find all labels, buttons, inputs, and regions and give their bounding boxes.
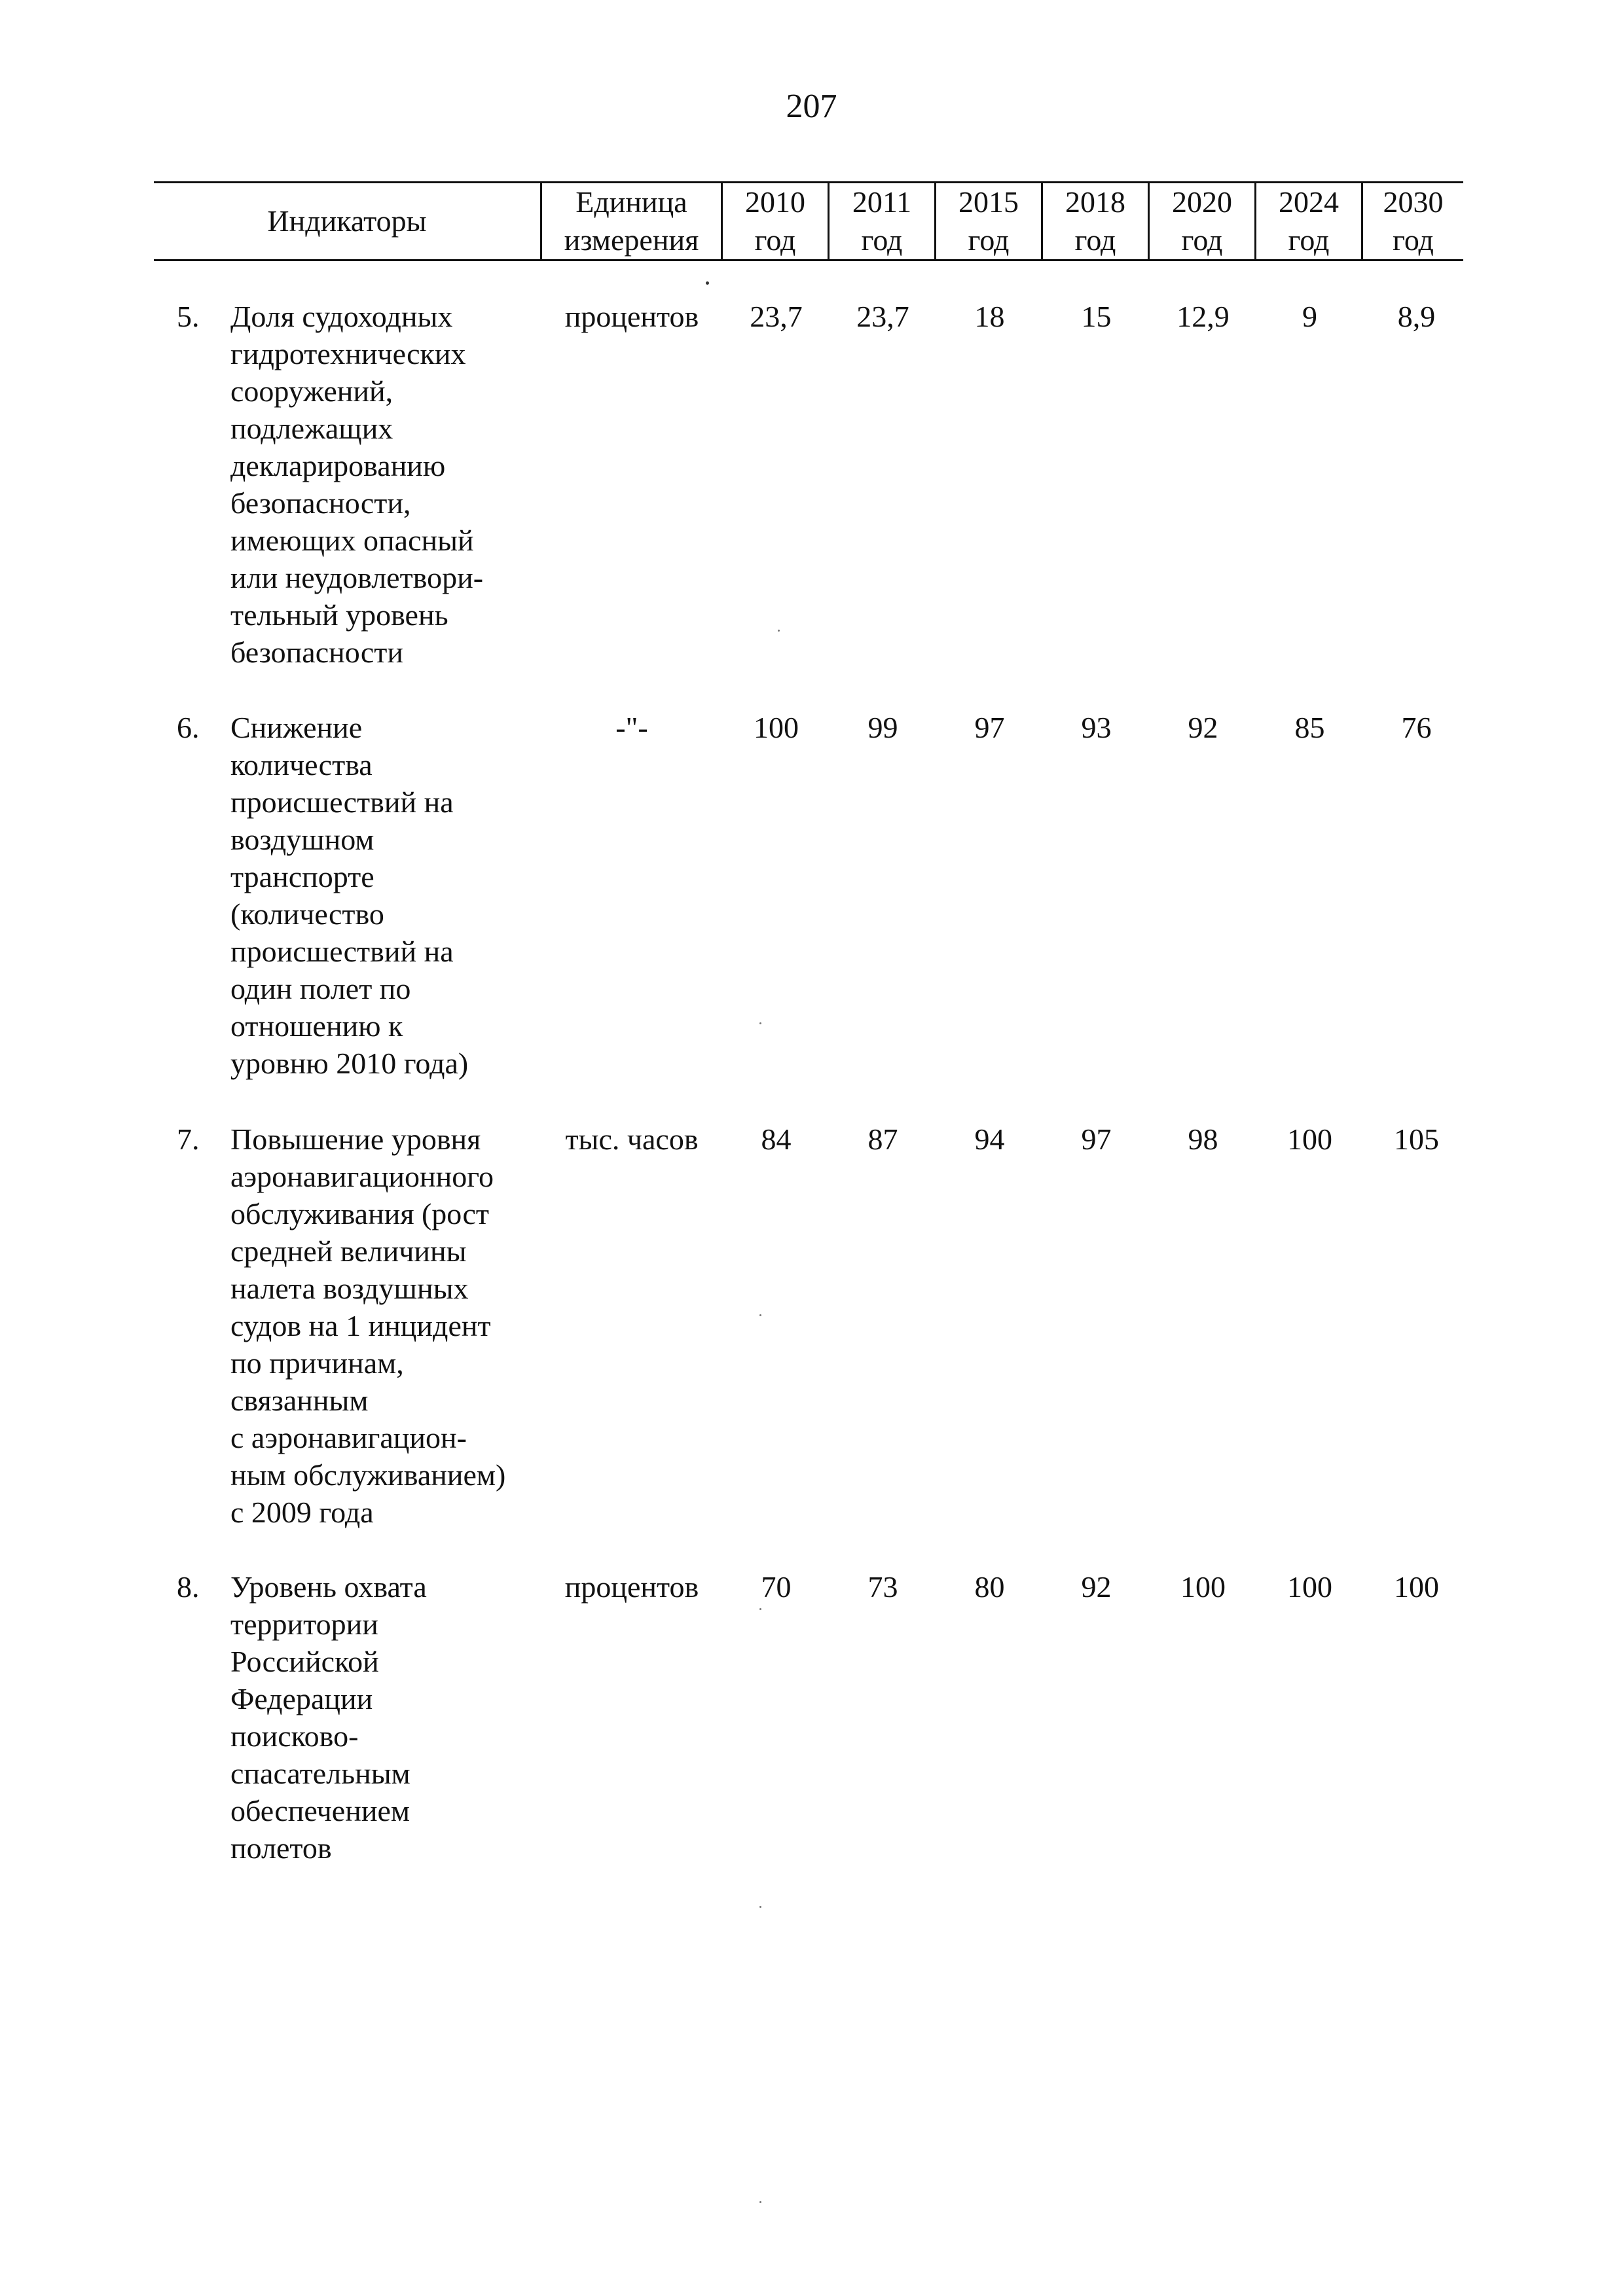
header-year-2030 <box>1363 183 1463 259</box>
row-value-2030: 105 <box>1394 1122 1439 1156</box>
row-value-2020: 12,9 <box>1176 300 1230 333</box>
header-year-2024 <box>1256 183 1361 259</box>
header-year-2011 <box>830 183 934 259</box>
row-description: Уровень охвата территории Российской Федерации поисково- спасательным обеспечением полетов <box>230 1570 427 1865</box>
row-value-2024: 100 <box>1287 1122 1332 1156</box>
row-value-2011: 99 <box>867 711 898 744</box>
table-row <box>0 298 1623 677</box>
header-year: 2015 <box>958 185 1019 219</box>
header-year-2018 <box>1043 183 1148 259</box>
row-value-2024: 85 <box>1294 711 1325 744</box>
header-unit-line2: измерения <box>564 223 699 257</box>
row-value-2010: 70 <box>761 1570 792 1604</box>
row-number: 5. <box>177 300 200 333</box>
row-value-2020: 100 <box>1180 1570 1226 1604</box>
header-year-suffix: год <box>1181 223 1223 257</box>
header-year: 2010 <box>745 185 805 219</box>
row-unit: процентов <box>564 300 699 333</box>
row-value-2015: 94 <box>974 1122 1005 1156</box>
header-year-suffix: год <box>968 223 1010 257</box>
row-value-2010: 100 <box>754 711 799 744</box>
row-description: Снижение количества происшествий на воздушном транспорте (количество происшествий на один полет по отношению к уровню 2010 года) <box>230 711 469 1080</box>
header-year-suffix: год <box>1288 223 1330 257</box>
scan-speck <box>759 1906 761 1908</box>
row-description: Доля судоходных гидротехнических сооружений, подлежащих декларированию безопасности, имеющих опасный или неудовлетвори- тельный уровень безопасности <box>230 300 484 669</box>
page-number: 207 <box>786 88 837 125</box>
header-year: 2018 <box>1065 185 1125 219</box>
table-row <box>0 709 1623 1088</box>
row-value-2030: 100 <box>1394 1570 1439 1604</box>
table-row <box>0 1121 1623 1539</box>
row-value-2015: 97 <box>974 711 1005 744</box>
row-value-2018: 97 <box>1081 1122 1112 1156</box>
row-value-2018: 93 <box>1081 711 1112 744</box>
header-year: 2020 <box>1172 185 1232 219</box>
scan-speck <box>759 1314 761 1316</box>
row-unit: тыс. часов <box>565 1122 699 1156</box>
header-unit-line1: Единица <box>575 185 687 219</box>
row-value-2015: 80 <box>974 1570 1005 1604</box>
row-number: 7. <box>177 1122 200 1156</box>
header-year: 2011 <box>852 185 912 219</box>
row-value-2011: 73 <box>867 1570 898 1604</box>
row-value-2011: 87 <box>867 1122 898 1156</box>
row-value-2015: 18 <box>974 300 1005 333</box>
header-year-2010 <box>723 183 828 259</box>
row-value-2020: 98 <box>1188 1122 1218 1156</box>
row-value-2030: 76 <box>1401 711 1432 744</box>
header-unit <box>542 183 721 259</box>
row-value-2018: 15 <box>1081 300 1112 333</box>
scan-speck <box>759 1022 761 1024</box>
header-year-suffix: год <box>754 223 796 257</box>
row-value-2018: 92 <box>1081 1570 1112 1604</box>
scan-speck <box>759 1608 761 1610</box>
table-row <box>0 1568 1623 1876</box>
scan-speck <box>778 630 780 632</box>
row-number: 8. <box>177 1570 200 1604</box>
table-header <box>154 181 1463 261</box>
header-year: 2030 <box>1383 185 1444 219</box>
scan-speck <box>759 2201 761 2203</box>
row-value-2024: 9 <box>1302 300 1317 333</box>
header-year-suffix: год <box>861 223 903 257</box>
row-description: Повышение уровня аэронавигационного обслуживания (рост средней величины налета воздушных судов на 1 инцидент по причинам, связанным с аэронавигацион- ным обслуживанием) с 2009 года <box>230 1122 506 1529</box>
header-indicators: Индикаторы <box>267 204 427 238</box>
row-value-2024: 100 <box>1287 1570 1332 1604</box>
scan-speck <box>706 281 709 285</box>
header-year-2015 <box>936 183 1041 259</box>
row-unit: -"- <box>615 711 648 744</box>
row-value-2011: 23,7 <box>856 300 909 333</box>
row-number: 6. <box>177 711 200 744</box>
header-year-suffix: год <box>1393 223 1434 257</box>
row-value-2030: 8,9 <box>1397 300 1436 333</box>
row-value-2010: 23,7 <box>750 300 803 333</box>
row-value-2020: 92 <box>1188 711 1218 744</box>
header-year-suffix: год <box>1074 223 1116 257</box>
header-year: 2024 <box>1279 185 1339 219</box>
header-year-2020 <box>1150 183 1254 259</box>
row-value-2010: 84 <box>761 1122 792 1156</box>
row-unit: процентов <box>564 1570 699 1604</box>
